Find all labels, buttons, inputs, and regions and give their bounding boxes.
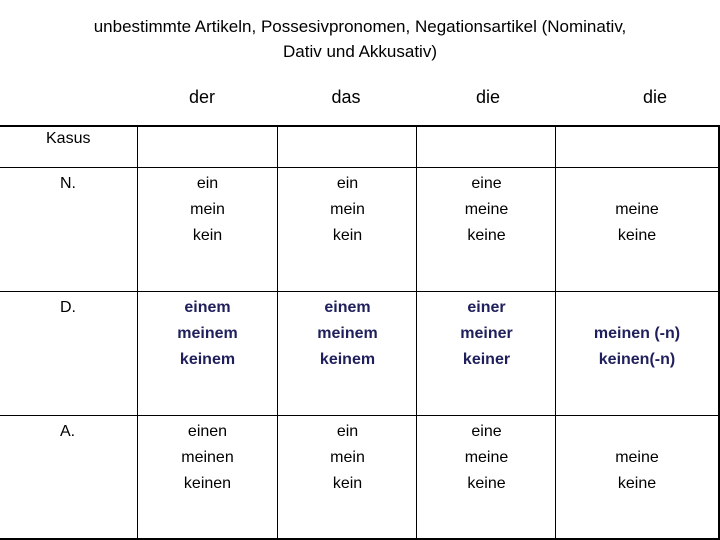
cell-line: meinem [317,325,378,342]
cell-line: keine [467,475,506,492]
title-line-2: Dativ und Akkusativ) [282,42,437,61]
table-top-border [0,125,720,127]
cell-line: einen [187,423,228,440]
table-header-divider [0,167,720,168]
row-divider-2 [0,415,720,416]
cell-line: keine [467,227,506,244]
cell-akk-der [138,419,277,497]
row-label-dativ: D. [60,299,76,316]
cell-line: ein [196,175,219,192]
cell-line: keinen(-n) [598,351,676,368]
cell-line: meinen (-n) [593,325,681,342]
cell-line: eine [471,423,502,440]
cell-line: meine [464,201,509,218]
cell-line: mein [330,449,365,466]
cell-line: meinen [181,449,234,466]
cell-line: keine [617,227,657,244]
cell-dat-der [138,295,277,373]
cell-line: eine [471,175,502,192]
cell-line: mein [330,201,365,218]
cell-line: meine [464,449,509,466]
cell-line: meiner [460,325,513,342]
cell-line: keinen [183,475,232,492]
column-header-das: das [331,87,361,107]
cell-line: einer [467,299,506,316]
column-header-die-2: die [642,87,668,107]
row-label-nominativ: N. [60,175,76,192]
cell-nom-plural [556,197,718,249]
cell-line: keinem [319,351,376,368]
cell-line: einem [324,299,371,316]
cell-line: meine [615,449,659,466]
cell-nom-die [417,171,556,249]
kasus-label: Kasus [46,130,91,147]
row-divider-1 [0,291,720,292]
page-title [0,14,720,64]
cell-line: kein [332,475,363,492]
cell-line: meinem [177,325,238,342]
cell-akk-plural [556,445,718,497]
cell-line: keiner [462,351,511,368]
row-label-akkusativ: A. [60,423,76,440]
cell-dat-das [278,295,417,373]
cell-line: kein [332,227,363,244]
cell-line: einem [184,299,231,316]
column-header-die-1: die [475,87,501,107]
title-line-1: unbestimmte Artikeln, Possesivpronomen, Negationsartikel (Nominativ, [93,17,627,36]
column-header-der: der [188,87,215,107]
cell-line: kein [192,227,223,244]
cell-line: ein [336,175,359,192]
cell-line: keinem [179,351,236,368]
cell-dat-die [417,295,556,373]
cell-line: ein [336,423,359,440]
cell-akk-die [417,419,556,497]
cell-nom-das [278,171,417,249]
cell-dat-plural [556,321,718,373]
cell-line: meine [615,201,659,218]
cell-line: mein [190,201,225,218]
cell-akk-das [278,419,417,497]
cell-nom-der [138,171,277,249]
cell-line: keine [617,475,657,492]
